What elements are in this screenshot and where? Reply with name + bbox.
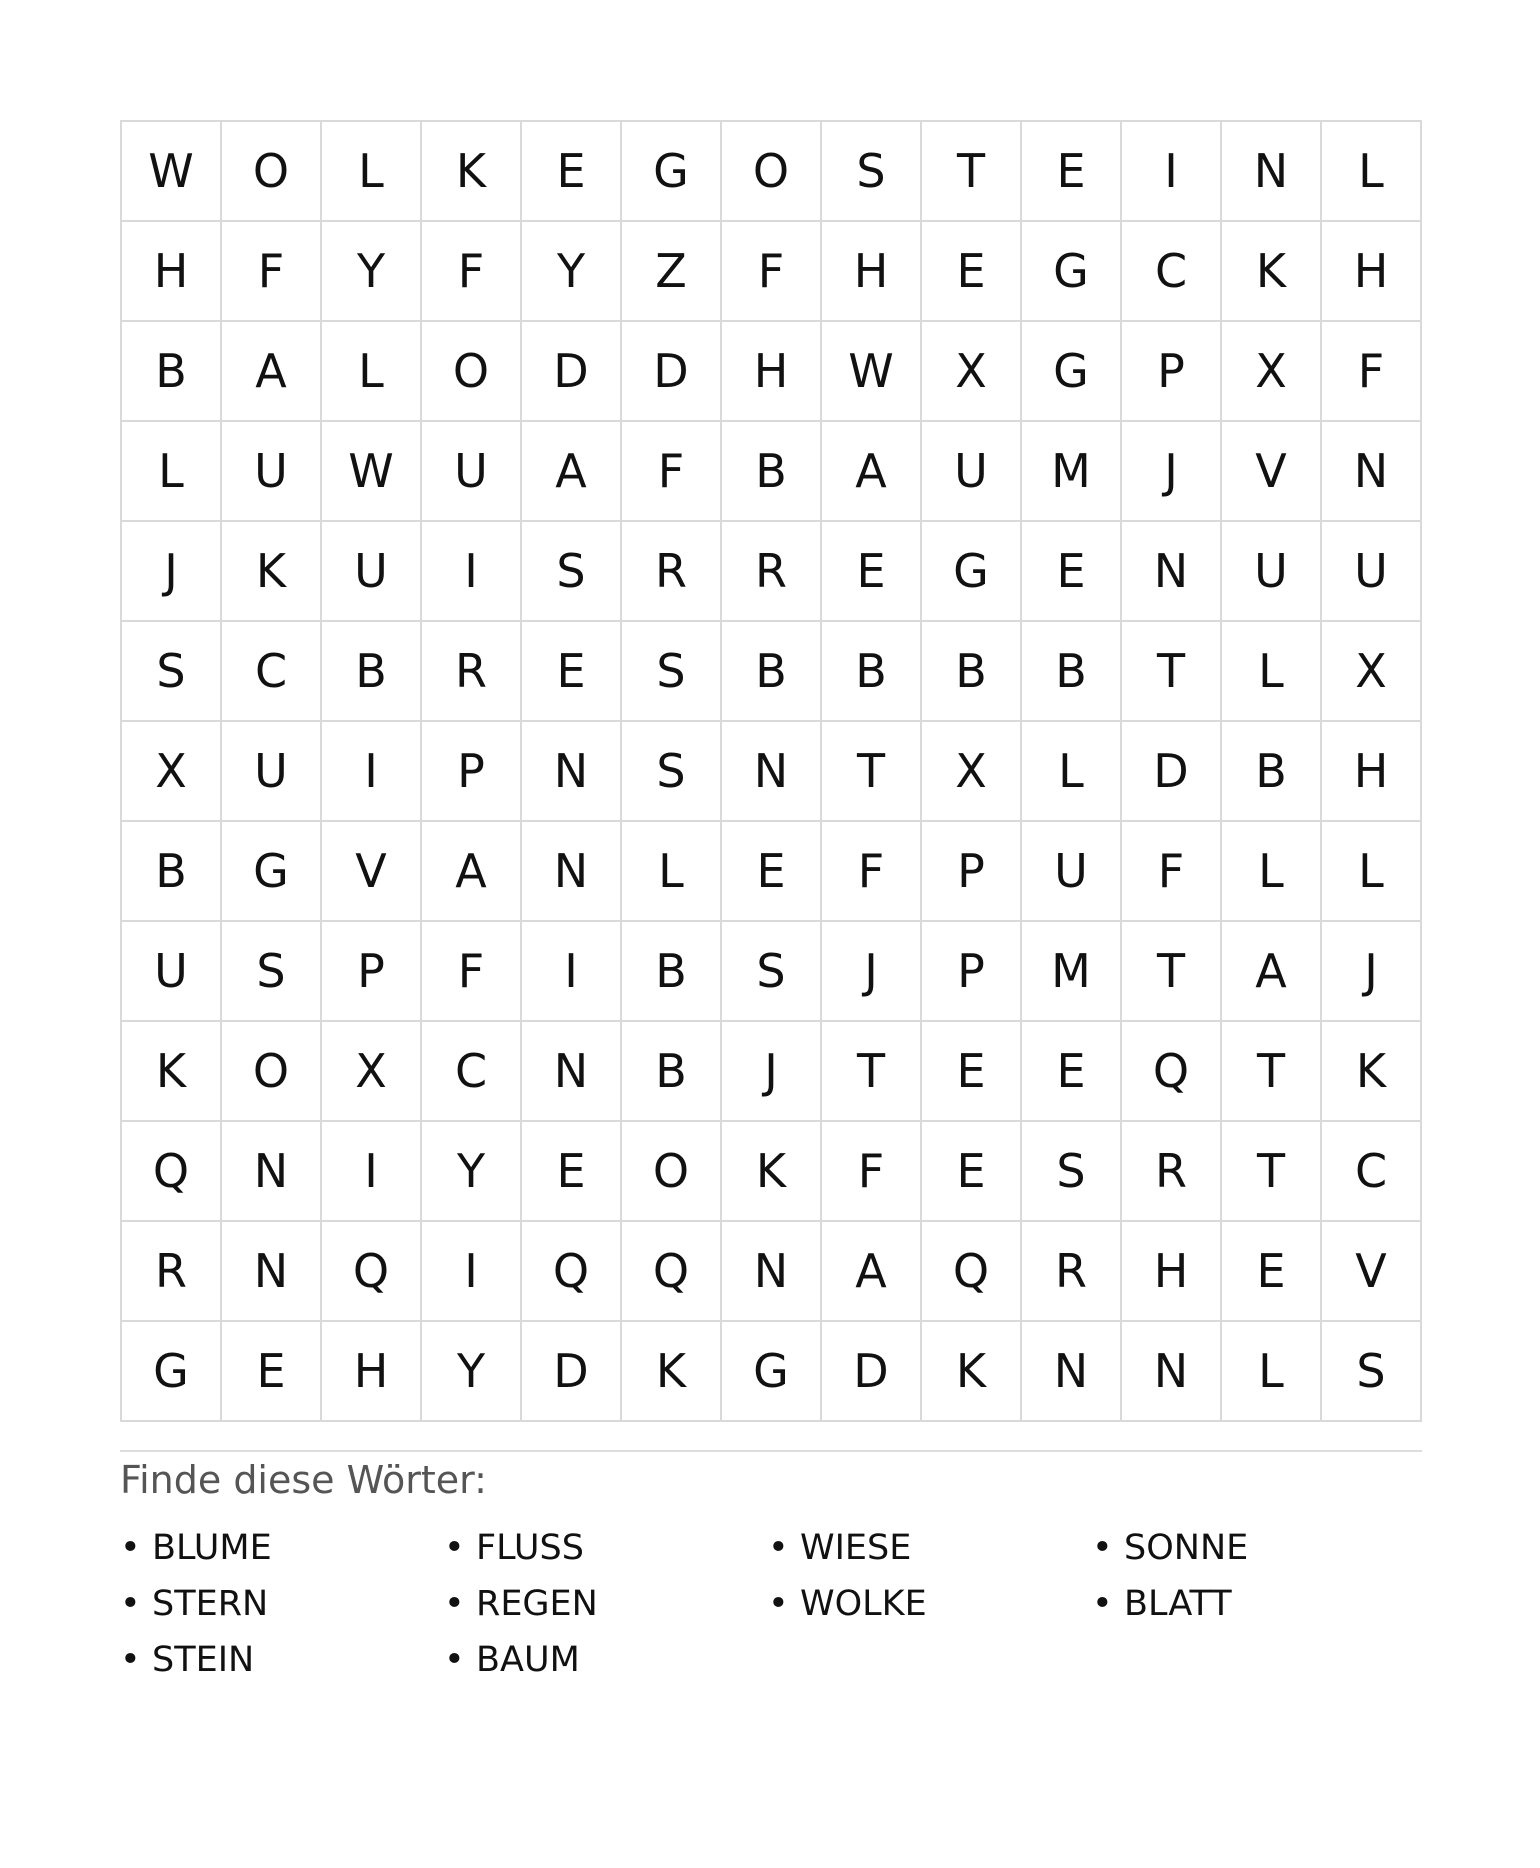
grid-cell-r2-c11[interactable]: C	[1122, 222, 1222, 322]
grid-cell-r9-c5[interactable]: I	[522, 922, 622, 1022]
grid-cell-r6-c1[interactable]: S	[122, 622, 222, 722]
word-label: WOLKE	[800, 1584, 927, 1624]
grid-cell-r3-c6[interactable]: D	[622, 322, 722, 422]
grid-cell-r13-c1[interactable]: G	[122, 1322, 222, 1422]
grid-cell-r3-c2[interactable]: A	[222, 322, 322, 422]
grid-cell-r2-c8[interactable]: H	[822, 222, 922, 322]
word-item	[444, 1520, 768, 1576]
grid-cell-r3-c9[interactable]: X	[922, 322, 1022, 422]
grid-cell-r13-c9[interactable]: K	[922, 1322, 1022, 1422]
grid-cell-r9-c7[interactable]: S	[722, 922, 822, 1022]
grid-cell-r3-c8[interactable]: W	[822, 322, 922, 422]
grid-cell-r11-c8[interactable]: F	[822, 1122, 922, 1222]
grid-cell-r11-c12[interactable]: T	[1222, 1122, 1322, 1222]
grid-cell-r8-c2[interactable]: G	[222, 822, 322, 922]
grid-cell-r3-c12[interactable]: X	[1222, 322, 1322, 422]
grid-cell-r1-c11[interactable]: I	[1122, 122, 1222, 222]
grid-cell-r8-c1[interactable]: B	[122, 822, 222, 922]
grid-cell-r10-c4[interactable]: C	[422, 1022, 522, 1122]
grid-cell-r12-c1[interactable]: R	[122, 1222, 222, 1322]
grid-cell-r13-c11[interactable]: N	[1122, 1322, 1222, 1422]
word-item	[444, 1576, 768, 1632]
grid-cell-r1-c3[interactable]: L	[322, 122, 422, 222]
bullet-icon: •	[444, 1640, 465, 1680]
grid-cell-r2-c13[interactable]: H	[1322, 222, 1422, 322]
grid-cell-r12-c12[interactable]: E	[1222, 1222, 1322, 1322]
grid-cell-r3-c13[interactable]: F	[1322, 322, 1422, 422]
grid-cell-r7-c7[interactable]: N	[722, 722, 822, 822]
word-item	[1092, 1520, 1416, 1576]
grid-cell-r7-c1[interactable]: X	[122, 722, 222, 822]
grid-cell-r4-c13[interactable]: N	[1322, 422, 1422, 522]
grid-cell-r13-c3[interactable]: H	[322, 1322, 422, 1422]
grid-cell-r10-c6[interactable]: B	[622, 1022, 722, 1122]
grid-cell-r2-c10[interactable]: G	[1022, 222, 1122, 322]
grid-cell-r2-c2[interactable]: F	[222, 222, 322, 322]
grid-cell-r1-c12[interactable]: N	[1222, 122, 1322, 222]
grid-cell-r11-c7[interactable]: K	[722, 1122, 822, 1222]
grid-cell-r4-c11[interactable]: J	[1122, 422, 1222, 522]
grid-cell-r1-c4[interactable]: K	[422, 122, 522, 222]
grid-cell-r6-c7[interactable]: B	[722, 622, 822, 722]
grid-cell-r1-c1[interactable]: W	[122, 122, 222, 222]
grid-cell-r8-c8[interactable]: F	[822, 822, 922, 922]
grid-cell-r6-c13[interactable]: X	[1322, 622, 1422, 722]
bullet-icon: •	[120, 1640, 141, 1680]
grid-cell-r4-c8[interactable]: A	[822, 422, 922, 522]
grid-cell-r6-c5[interactable]: E	[522, 622, 622, 722]
grid-cell-r12-c7[interactable]: N	[722, 1222, 822, 1322]
grid-cell-r1-c8[interactable]: S	[822, 122, 922, 222]
grid-cell-r6-c2[interactable]: C	[222, 622, 322, 722]
grid-cell-r8-c5[interactable]: N	[522, 822, 622, 922]
grid-cell-r8-c12[interactable]: L	[1222, 822, 1322, 922]
bullet-icon: •	[1092, 1584, 1113, 1624]
grid-cell-r10-c5[interactable]: N	[522, 1022, 622, 1122]
grid-cell-r3-c3[interactable]: L	[322, 322, 422, 422]
bullet-icon: •	[444, 1528, 465, 1568]
grid-cell-r10-c11[interactable]: Q	[1122, 1022, 1222, 1122]
grid-cell-r10-c10[interactable]: E	[1022, 1022, 1122, 1122]
grid-cell-r4-c12[interactable]: V	[1222, 422, 1322, 522]
grid-cell-r12-c10[interactable]: R	[1022, 1222, 1122, 1322]
grid-cell-r6-c10[interactable]: B	[1022, 622, 1122, 722]
grid-cell-r11-c10[interactable]: S	[1022, 1122, 1122, 1222]
grid-cell-r5-c5[interactable]: S	[522, 522, 622, 622]
grid-cell-r5-c3[interactable]: U	[322, 522, 422, 622]
bullet-icon: •	[120, 1528, 141, 1568]
grid-cell-r6-c12[interactable]: L	[1222, 622, 1322, 722]
grid-cell-r9-c3[interactable]: P	[322, 922, 422, 1022]
grid-cell-r7-c11[interactable]: D	[1122, 722, 1222, 822]
grid-cell-r9-c13[interactable]: J	[1322, 922, 1422, 1022]
word-label: STERN	[152, 1584, 269, 1624]
grid-cell-r12-c2[interactable]: N	[222, 1222, 322, 1322]
grid-cell-r6-c6[interactable]: S	[622, 622, 722, 722]
grid-cell-r11-c6[interactable]: O	[622, 1122, 722, 1222]
grid-cell-r8-c4[interactable]: A	[422, 822, 522, 922]
grid-cell-r4-c10[interactable]: M	[1022, 422, 1122, 522]
grid-cell-r2-c9[interactable]: E	[922, 222, 1022, 322]
grid-cell-r7-c13[interactable]: H	[1322, 722, 1422, 822]
word-item	[768, 1520, 1092, 1576]
word-label: SONNE	[1124, 1528, 1249, 1568]
grid-cell-r4-c5[interactable]: A	[522, 422, 622, 522]
grid-cell-r8-c6[interactable]: L	[622, 822, 722, 922]
grid-cell-r7-c9[interactable]: X	[922, 722, 1022, 822]
grid-cell-r9-c6[interactable]: B	[622, 922, 722, 1022]
grid-cell-r5-c13[interactable]: U	[1322, 522, 1422, 622]
grid-cell-r12-c4[interactable]: I	[422, 1222, 522, 1322]
word-search-page	[120, 120, 1420, 1688]
grid-cell-r11-c5[interactable]: E	[522, 1122, 622, 1222]
grid-cell-r9-c10[interactable]: M	[1022, 922, 1122, 1022]
grid-cell-r8-c3[interactable]: V	[322, 822, 422, 922]
bullet-icon: •	[444, 1584, 465, 1624]
grid-cell-r12-c5[interactable]: Q	[522, 1222, 622, 1322]
grid-cell-r10-c13[interactable]: K	[1322, 1022, 1422, 1122]
grid-cell-r1-c13[interactable]: L	[1322, 122, 1422, 222]
grid-cell-r13-c13[interactable]: S	[1322, 1322, 1422, 1422]
word-label: STEIN	[152, 1640, 255, 1680]
grid-cell-r1-c6[interactable]: G	[622, 122, 722, 222]
word-label: FLUSS	[476, 1528, 584, 1568]
bullet-icon: •	[1092, 1528, 1113, 1568]
grid-cell-r8-c9[interactable]: P	[922, 822, 1022, 922]
grid-cell-r10-c9[interactable]: E	[922, 1022, 1022, 1122]
word-item	[444, 1632, 768, 1688]
grid-cell-r5-c2[interactable]: K	[222, 522, 322, 622]
grid-cell-r7-c2[interactable]: U	[222, 722, 322, 822]
grid-cell-r12-c6[interactable]: Q	[622, 1222, 722, 1322]
grid-cell-r5-c9[interactable]: G	[922, 522, 1022, 622]
letter-grid	[120, 120, 1422, 1422]
word-label: WIESE	[800, 1528, 912, 1568]
grid-cell-r6-c8[interactable]: B	[822, 622, 922, 722]
grid-cell-r13-c4[interactable]: Y	[422, 1322, 522, 1422]
grid-cell-r1-c5[interactable]: E	[522, 122, 622, 222]
grid-cell-r3-c10[interactable]: G	[1022, 322, 1122, 422]
grid-cell-r10-c1[interactable]: K	[122, 1022, 222, 1122]
grid-cell-r13-c7[interactable]: G	[722, 1322, 822, 1422]
grid-cell-r4-c6[interactable]: F	[622, 422, 722, 522]
grid-cell-r9-c8[interactable]: J	[822, 922, 922, 1022]
grid-cell-r12-c13[interactable]: V	[1322, 1222, 1422, 1322]
grid-cell-r12-c9[interactable]: Q	[922, 1222, 1022, 1322]
grid-cell-r13-c5[interactable]: D	[522, 1322, 622, 1422]
grid-cell-r4-c3[interactable]: W	[322, 422, 422, 522]
grid-cell-r11-c13[interactable]: C	[1322, 1122, 1422, 1222]
word-item	[768, 1576, 1092, 1632]
grid-cell-r4-c1[interactable]: L	[122, 422, 222, 522]
word-list-title: Finde diese Wörter:	[120, 1458, 487, 1502]
grid-cell-r2-c6[interactable]: Z	[622, 222, 722, 322]
bullet-icon: •	[120, 1584, 141, 1624]
grid-cell-r7-c12[interactable]: B	[1222, 722, 1322, 822]
grid-cell-r7-c6[interactable]: S	[622, 722, 722, 822]
word-label: BLUME	[152, 1528, 272, 1568]
grid-cell-r11-c3[interactable]: I	[322, 1122, 422, 1222]
grid-cell-r5-c6[interactable]: R	[622, 522, 722, 622]
grid-cell-r11-c4[interactable]: Y	[422, 1122, 522, 1222]
grid-cell-r5-c7[interactable]: R	[722, 522, 822, 622]
word-list	[120, 1520, 1420, 1688]
grid-cell-r9-c9[interactable]: P	[922, 922, 1022, 1022]
grid-cell-r6-c4[interactable]: R	[422, 622, 522, 722]
grid-cell-r7-c10[interactable]: L	[1022, 722, 1122, 822]
grid-cell-r6-c11[interactable]: T	[1122, 622, 1222, 722]
grid-cell-r10-c7[interactable]: J	[722, 1022, 822, 1122]
grid-cell-r4-c4[interactable]: U	[422, 422, 522, 522]
grid-cell-r2-c7[interactable]: F	[722, 222, 822, 322]
grid-cell-r8-c11[interactable]: F	[1122, 822, 1222, 922]
grid-cell-r2-c5[interactable]: Y	[522, 222, 622, 322]
grid-cell-r7-c3[interactable]: I	[322, 722, 422, 822]
bullet-icon: •	[768, 1528, 789, 1568]
grid-cell-r9-c11[interactable]: T	[1122, 922, 1222, 1022]
grid-cell-r8-c10[interactable]: U	[1022, 822, 1122, 922]
grid-cell-r5-c8[interactable]: E	[822, 522, 922, 622]
grid-cell-r7-c5[interactable]: N	[522, 722, 622, 822]
grid-cell-r7-c8[interactable]: T	[822, 722, 922, 822]
grid-cell-r11-c1[interactable]: Q	[122, 1122, 222, 1222]
word-label: REGEN	[476, 1584, 598, 1624]
grid-cell-r12-c11[interactable]: H	[1122, 1222, 1222, 1322]
grid-cell-r3-c7[interactable]: H	[722, 322, 822, 422]
grid-cell-r5-c10[interactable]: E	[1022, 522, 1122, 622]
grid-cell-r11-c9[interactable]: E	[922, 1122, 1022, 1222]
grid-cell-r12-c3[interactable]: Q	[322, 1222, 422, 1322]
grid-cell-r3-c11[interactable]: P	[1122, 322, 1222, 422]
word-label: BLATT	[1124, 1584, 1232, 1624]
grid-cell-r2-c3[interactable]: Y	[322, 222, 422, 322]
bullet-icon: •	[768, 1584, 789, 1624]
grid-cell-r5-c4[interactable]: I	[422, 522, 522, 622]
grid-cell-r3-c1[interactable]: B	[122, 322, 222, 422]
divider	[120, 1450, 1422, 1452]
grid-cell-r8-c7[interactable]: E	[722, 822, 822, 922]
word-item	[120, 1520, 444, 1576]
grid-cell-r5-c1[interactable]: J	[122, 522, 222, 622]
grid-cell-r13-c6[interactable]: K	[622, 1322, 722, 1422]
word-item	[120, 1632, 444, 1688]
word-item	[120, 1576, 444, 1632]
grid-cell-r5-c11[interactable]: N	[1122, 522, 1222, 622]
grid-cell-r9-c4[interactable]: F	[422, 922, 522, 1022]
grid-cell-r6-c9[interactable]: B	[922, 622, 1022, 722]
grid-cell-r5-c12[interactable]: U	[1222, 522, 1322, 622]
grid-cell-r13-c2[interactable]: E	[222, 1322, 322, 1422]
grid-cell-r9-c12[interactable]: A	[1222, 922, 1322, 1022]
grid-cell-r11-c2[interactable]: N	[222, 1122, 322, 1222]
grid-cell-r4-c2[interactable]: U	[222, 422, 322, 522]
grid-cell-r1-c2[interactable]: O	[222, 122, 322, 222]
grid-cell-r13-c10[interactable]: N	[1022, 1322, 1122, 1422]
grid-cell-r10-c12[interactable]: T	[1222, 1022, 1322, 1122]
grid-cell-r6-c3[interactable]: B	[322, 622, 422, 722]
grid-cell-r3-c4[interactable]: O	[422, 322, 522, 422]
grid-cell-r11-c11[interactable]: R	[1122, 1122, 1222, 1222]
grid-cell-r10-c8[interactable]: T	[822, 1022, 922, 1122]
grid-cell-r3-c5[interactable]: D	[522, 322, 622, 422]
grid-cell-r4-c7[interactable]: B	[722, 422, 822, 522]
grid-cell-r12-c8[interactable]: A	[822, 1222, 922, 1322]
grid-cell-r13-c12[interactable]: L	[1222, 1322, 1322, 1422]
grid-cell-r7-c4[interactable]: P	[422, 722, 522, 822]
word-label: BAUM	[476, 1640, 580, 1680]
word-item	[1092, 1576, 1416, 1632]
grid-cell-r2-c4[interactable]: F	[422, 222, 522, 322]
grid-cell-r1-c9[interactable]: T	[922, 122, 1022, 222]
grid-cell-r9-c2[interactable]: S	[222, 922, 322, 1022]
grid-cell-r13-c8[interactable]: D	[822, 1322, 922, 1422]
grid-cell-r8-c13[interactable]: L	[1322, 822, 1422, 922]
grid-cell-r2-c1[interactable]: H	[122, 222, 222, 322]
grid-cell-r2-c12[interactable]: K	[1222, 222, 1322, 322]
grid-cell-r10-c2[interactable]: O	[222, 1022, 322, 1122]
grid-cell-r4-c9[interactable]: U	[922, 422, 1022, 522]
grid-cell-r10-c3[interactable]: X	[322, 1022, 422, 1122]
grid-cell-r1-c7[interactable]: O	[722, 122, 822, 222]
grid-cell-r9-c1[interactable]: U	[122, 922, 222, 1022]
grid-cell-r1-c10[interactable]: E	[1022, 122, 1122, 222]
